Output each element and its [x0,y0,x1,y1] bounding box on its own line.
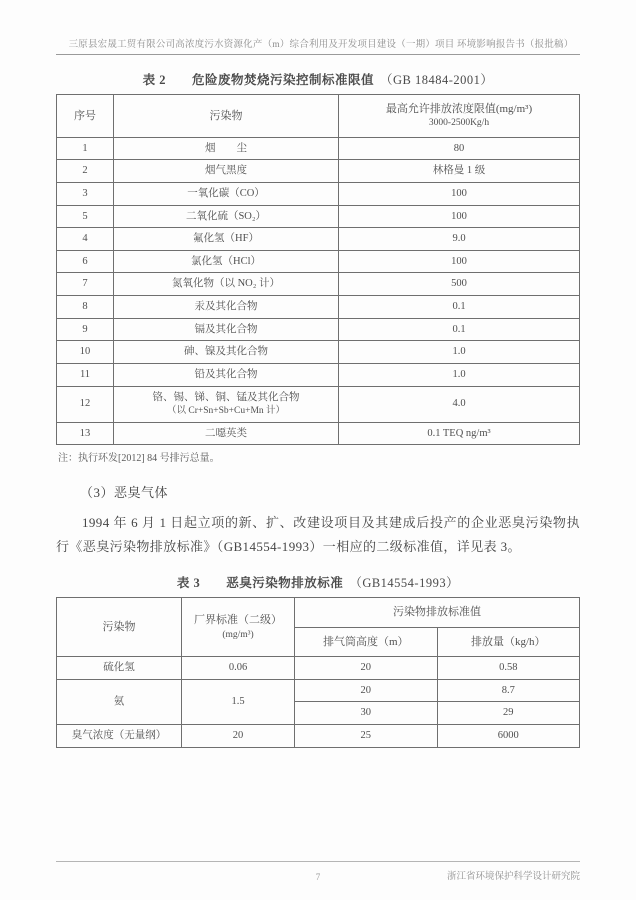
table3-header-stack-height: 排气筒高度（m） [295,627,438,656]
table2-row11-pollutant-main: 铬、锡、锑、铜、锰及其化合物 [152,391,300,403]
table-row [57,296,580,319]
table2-caption [56,70,580,88]
table2-row11-pollutant [114,386,339,422]
table2-caption-number: 表 2 [142,73,166,87]
footer-divider [56,861,580,862]
table2-row8-pollutant: 镉及其化合物 [114,318,339,341]
table2-row0-pollutant: 烟 尘 [114,137,339,160]
table-row [57,724,580,747]
table-row [57,228,580,251]
table2-row9-no: 10 [57,341,114,364]
page-content [56,70,580,748]
table-row [57,250,580,273]
table-row [57,182,580,205]
header-divider [56,54,580,55]
table-row [57,273,580,296]
footer-organization: 浙江省环境保护科学设计研究院 [446,872,580,882]
table2-row2-limit: 100 [339,182,580,205]
section-heading-odor: （3）恶臭气体 [80,485,169,501]
table2-header-limit-line1: 最高允许排放浓度限值(mg/m³) [385,103,533,115]
table2-row6-no: 7 [57,273,114,296]
table3-row0-height: 20 [295,657,438,680]
table3-row0-rate: 0.58 [437,657,580,680]
table-row [57,679,580,702]
table3-row2-rate: 6000 [437,724,580,747]
table2-row0-limit: 80 [339,137,580,160]
table3-row1-boundary: 1.5 [182,679,295,724]
table3-row1-height-b: 30 [295,702,438,725]
table3-row2-boundary: 20 [182,724,295,747]
table2-row10-pollutant: 铅及其化合物 [114,364,339,387]
table2-row0-no: 1 [57,137,114,160]
table3-row1-rate-a: 8.7 [437,679,580,702]
table-row [57,205,580,228]
table2-row9-limit: 1.0 [339,341,580,364]
table2-row6-limit: 500 [339,273,580,296]
table2-row10-no: 11 [57,364,114,387]
table3-header-boundary [182,598,295,657]
table2-row11-pollutant-sub: （以 Cr+Sn+Sb+Cu+Mn 计） [166,406,286,417]
table2-row10-limit: 1.0 [339,364,580,387]
table-row [57,95,580,138]
table3-block [56,573,580,747]
table3-row2-pollutant: 臭气浓度（无量纲） [57,724,182,747]
table-row [57,422,580,445]
table2-row4-pollutant: 氟化氢（HF） [114,228,339,251]
table2-row12-limit: 0.1 TEQ ng/m³ [339,422,580,445]
table2-row4-no: 4 [57,228,114,251]
table-odor-emission-standards [56,597,580,747]
table-row [57,386,580,422]
table2-row7-pollutant: 汞及其化合物 [114,296,339,319]
table-row [57,341,580,364]
table-row [57,657,580,680]
table2-row12-pollutant: 二噁英类 [114,422,339,445]
table3-row0-pollutant: 硫化氢 [57,657,182,680]
table2-row1-no: 2 [57,160,114,183]
table2-row2-no: 3 [57,182,114,205]
table2-row5-limit: 100 [339,250,580,273]
running-header: 三原县宏晟工贸有限公司高浓度污水资源化产（m）综合利用及开发项目建设（一期）项目 环境影响报告书（报批稿） [68,40,574,50]
table2-caption-text: 危险废物焚烧污染控制标准限值 [191,73,374,87]
table2-row5-pollutant: 氯化氢（HCl） [114,250,339,273]
table3-caption-text: 恶臭污染物排放标准 [226,576,344,591]
table2-row6-pollutant: 氮氧化物（以 NO₂ 计） [114,273,339,296]
table2-header-limit-line2: 3000-2500Kg/h [428,118,490,129]
table2-row3-limit: 100 [339,205,580,228]
table3-caption-standard: （GB14554-1993） [349,576,460,591]
table-row [57,160,580,183]
table3-row1-rate-b: 29 [437,702,580,725]
table-row [57,318,580,341]
table3-caption-number: 表 3 [176,576,201,591]
table3-header-emission-rate: 排放量（kg/h） [437,627,580,656]
table2-row11-limit: 4.0 [339,386,580,422]
table2-header-limit [339,95,580,138]
table2-row8-limit: 0.1 [339,318,580,341]
table3-header-emission-group: 污染物排放标准值 [295,598,580,627]
table2-row3-pollutant: 二氧化硫（SO₂） [114,205,339,228]
table2-row4-limit: 9.0 [339,228,580,251]
table2-row1-pollutant: 烟气黑度 [114,160,339,183]
table2-caption-standard: （GB 18484-2001） [380,73,494,87]
table2-row7-limit: 0.1 [339,296,580,319]
table2-row1-limit: 林格曼 1 级 [339,160,580,183]
table-row [57,137,580,160]
table3-row2-height: 25 [295,724,438,747]
table2-note: 注：执行环发[2012] 84 号排污总量。 [58,453,220,465]
section-paragraph-odor: 1994 年 6 月 1 日起立项的新、扩、改建设项目及其建成后投产的企业恶臭污染物执行《恶臭污染物排放标准》（GB14554-1993）一相应的二级标准值，详见表 3。 [56,515,580,555]
table2-row8-no: 9 [57,318,114,341]
table3-header-pollutant: 污染物 [57,598,182,657]
table-row [57,598,580,627]
table2-row7-no: 8 [57,296,114,319]
table3-row0-boundary: 0.06 [182,657,295,680]
table3-caption [56,573,580,591]
table2-header-no: 序号 [57,95,114,138]
table3-header-boundary-line2: (mg/m³) [222,629,254,640]
table3-header-boundary-line1: 厂界标准（二级） [194,614,282,627]
table-hazardous-waste-incineration-limits [56,94,580,445]
table2-row12-no: 13 [57,422,114,445]
table-row [57,364,580,387]
table2-row11-no: 12 [57,386,114,422]
table2-row3-no: 5 [57,205,114,228]
table2-row5-no: 6 [57,250,114,273]
table2-header-pollutant: 污染物 [114,95,339,138]
table2-row2-pollutant: 一氧化碳（CO） [114,182,339,205]
table2-row9-pollutant: 砷、镍及其化合物 [114,341,339,364]
table3-row1-height-a: 20 [295,679,438,702]
table3-row1-pollutant: 氨 [57,679,182,724]
page-number: 7 [315,872,321,882]
